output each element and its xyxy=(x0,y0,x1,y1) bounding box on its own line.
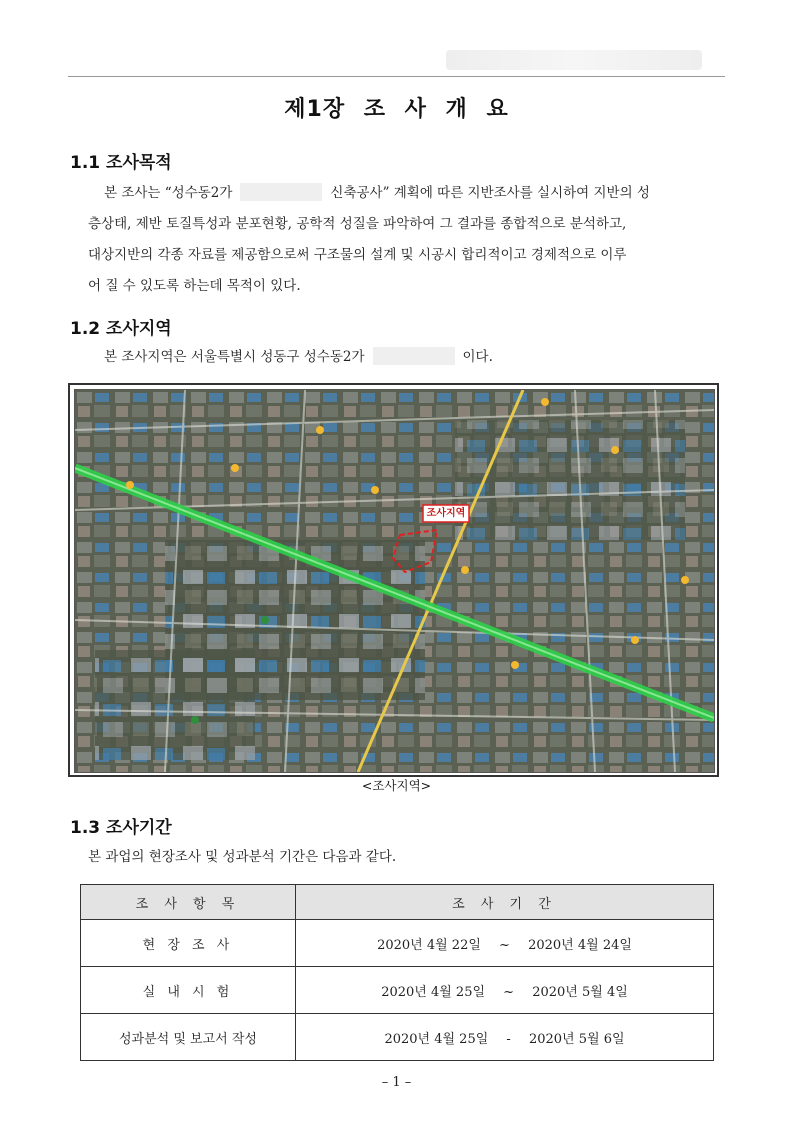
map-image xyxy=(75,390,714,772)
row-period: 2020년 4월 22일 ~ 2020년 4월 24일 xyxy=(296,920,714,967)
survey-period-table xyxy=(80,884,714,1061)
row-item: 성과분석 및 보고서 작성 xyxy=(81,1014,296,1061)
row-period: 2020년 4월 25일 - 2020년 5월 6일 xyxy=(296,1014,714,1061)
row-item: 현 장 조 사 xyxy=(81,920,296,967)
header-period: 조 사 기 간 xyxy=(296,885,714,920)
paragraph-line: 본 과업의 현장조사 및 성과분석 기간은 다음과 같다. xyxy=(88,849,397,865)
table-row xyxy=(81,967,714,1014)
area-paragraph xyxy=(88,342,728,373)
paragraph-line: 층상태, 제반 토질특성과 분포현황, 공학적 성질을 파악하여 그 결과를 종합적으로 분석하고, xyxy=(88,216,627,232)
header-redacted-text xyxy=(446,50,702,70)
page-number: – 1 – xyxy=(381,1075,412,1090)
paragraph-line: 본 조사는 “성수동2가 신축공사” 계획에 따른 지반조사를 실시하여 지반의 성 xyxy=(104,185,650,201)
satellite-map xyxy=(74,389,715,773)
section-heading-area: 1.2 조사지역 xyxy=(70,319,172,339)
header-item: 조 사 항 목 xyxy=(81,885,296,920)
header-rule xyxy=(68,76,725,77)
redacted-address xyxy=(240,183,322,201)
purpose-paragraph xyxy=(88,178,728,302)
paragraph-line: 본 조사지역은 서울특별시 성동구 성수동2가 이다. xyxy=(104,349,493,365)
table-row xyxy=(81,1014,714,1061)
chapter-title: 제1장 조 사 개 요 xyxy=(284,97,509,122)
site-map-frame xyxy=(68,383,719,777)
paragraph-line: 대상지반의 각종 자료를 제공함으로써 구조물의 설계 및 시공시 합리적이고 경제적으로 이루 xyxy=(88,247,627,263)
site-label: 조사지역 xyxy=(426,508,466,519)
redacted-address xyxy=(373,347,455,365)
section-heading-purpose: 1.1 조사목적 xyxy=(70,153,172,173)
map-caption: <조사지역> xyxy=(361,778,432,793)
row-period: 2020년 4월 25일 ~ 2020년 5월 4일 xyxy=(296,967,714,1014)
period-paragraph xyxy=(88,842,728,873)
section-heading-period: 1.3 조사기간 xyxy=(70,818,172,838)
table-header-row xyxy=(81,885,714,920)
table-row xyxy=(81,920,714,967)
paragraph-line: 어 질 수 있도록 하는데 목적이 있다. xyxy=(88,278,301,294)
row-item: 실 내 시 험 xyxy=(81,967,296,1014)
